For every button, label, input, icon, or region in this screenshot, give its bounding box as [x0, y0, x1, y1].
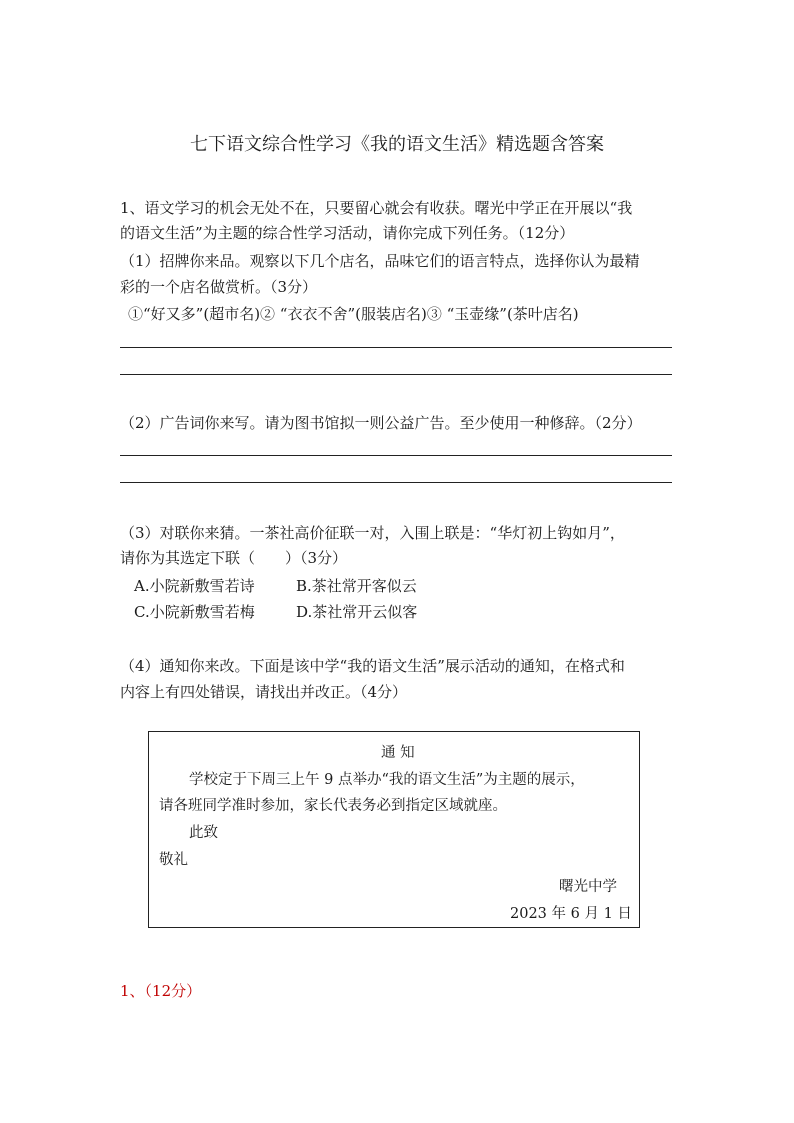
q1-prompt-line1: （1）招牌你来品。观察以下几个店名，品味它们的语言特点，选择你认为最精	[120, 252, 640, 270]
notice-closing-2: 敬礼	[159, 852, 188, 868]
q4-prompt-line1: （4）通知你来改。下面是该中学“我的语文生活”展示活动的通知，在格式和	[120, 657, 625, 675]
q1-options: ①“好又多”(超市名)② “衣衣不舍”(服装店名)③ “玉壶缘”(茶叶店名)	[128, 305, 579, 323]
q3-option-c: C.小院新敷雪若梅	[134, 603, 255, 621]
notice-closing-1: 此致	[189, 825, 218, 841]
answer-line	[120, 455, 672, 456]
answer-line	[120, 482, 672, 483]
q3-option-a: A.小院新敷雪若诗	[134, 577, 255, 595]
q1-prompt-line2: 彩的一个店名做赏析。（3分）	[120, 278, 318, 296]
q3-prompt-line2: 请你为其选定下联（ ）（3分）	[120, 549, 348, 567]
notice-box	[148, 731, 640, 928]
notice-signature: 曙光中学	[559, 879, 617, 895]
notice-body-line1: 学校定于下周三上午 9 点举办“我的语文生活”为主题的展示，	[189, 772, 585, 788]
answer-line	[120, 347, 672, 348]
q2-prompt: （2）广告词你来写。请为图书馆拟一则公益广告。至少使用一种修辞。（2分）	[120, 414, 642, 432]
question-intro-line1: 1、语文学习的机会无处不在，只要留心就会有收获。曙光中学正在开展以“我	[120, 199, 633, 217]
notice-heading: 通 知	[381, 745, 415, 761]
answer-line	[120, 374, 672, 375]
q4-prompt-line2: 内容上有四处错误，请找出并改正。（4分）	[120, 683, 408, 701]
notice-body-line2: 请各班同学准时参加，家长代表务必到指定区域就座。	[159, 798, 507, 814]
notice-date: 2023 年 6 月 1 日	[510, 906, 632, 922]
question-intro-line2: 的语文生活”为主题的综合性学习活动，请你完成下列任务。（12分）	[120, 224, 575, 242]
q3-option-d: D.茶社常开云似客	[296, 603, 418, 621]
page-title: 七下语文综合性学习《我的语文生活》精选题含答案	[190, 134, 604, 155]
q3-option-b: B.茶社常开客似云	[296, 577, 417, 595]
answer-heading: 1、（12分）	[120, 982, 202, 1000]
q3-prompt-line1: （3）对联你来猜。一茶社高价征联一对，入围上联是：“华灯初上钩如月”，	[120, 524, 625, 542]
